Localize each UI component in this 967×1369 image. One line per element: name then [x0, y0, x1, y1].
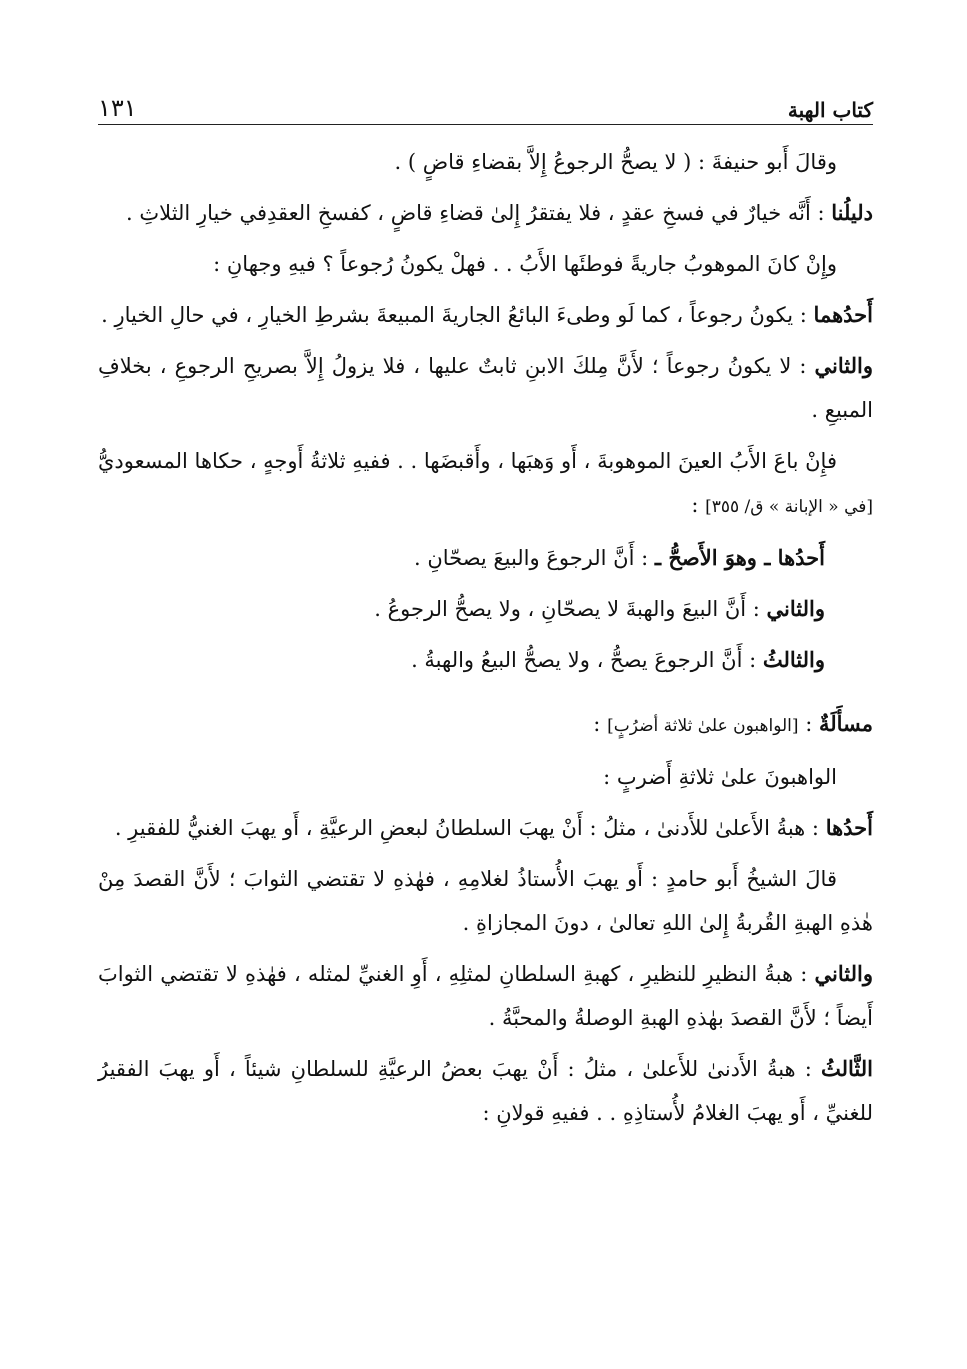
paragraph-text: : أَنَّ البيعَ والهبةَ لا يصحّانِ ، ولا يصحُّ الرجوعُ . [374, 597, 767, 621]
paragraph-tail: : [593, 712, 608, 736]
paragraph [98, 952, 873, 1040]
paragraph-tail: : [691, 493, 706, 517]
paragraph [98, 755, 873, 799]
paragraph [98, 191, 873, 235]
paragraph-text: : يكونُ رجوعاً ، كما لَو وطىءَ البائعُ الجاريةَ المبيعةَ بشرطِ الخيارِ ، في حالِ الخيارِ . [101, 303, 814, 327]
paragraph-lead: أَحدُها ـ وهوَ الأَصحُّ ـ [654, 545, 825, 570]
page-header [98, 86, 873, 122]
paragraph-text: : هبةُ الأَعلىٰ للأَدنىٰ ، مثلُ : أَنْ يهبَ السلطانُ لبعضِ الرعيَّةِ ، أَو يهبَ الغنيُّ للفقيرِ . [114, 816, 826, 840]
editor-note: [الواهبون علىٰ ثلاثة أضرُبٍ] [607, 716, 799, 736]
editor-note: [في « الإبانة » ق/ ٣٥٥] [705, 497, 873, 517]
paragraph-text: وإِنْ كانَ الموهوبُ جاريةً فوطئَها الأَبُ . . فهلْ يكونُ رُجوعاً ؟ فيهِ وجهانِ : [213, 252, 837, 276]
paragraph [98, 857, 873, 945]
paragraph-lead: دليلُنا [831, 200, 873, 225]
paragraph-text: وقالَ أَبو حنيفةَ : ( لا يصحُّ الرجوعُ إِلاَّ بقضاءِ قاضٍ ) . [394, 150, 837, 174]
paragraph [98, 242, 873, 286]
header-rule [98, 124, 873, 125]
paragraph-lead: مسأَلَةٌ [818, 711, 873, 736]
paragraph-text: قالَ الشيخُ أَبو حامدٍ : أَو يهبَ الأُستاذُ لغلامِهِ ، فهٰذهِ لا تقتضي الثوابَ ؛ لأَنَّ القصدَ مِنْ هٰذهِ الهبةِ القُربةُ إِلىٰ اللهِ تعالىٰ ، دونَ المجازاةِ . [98, 867, 873, 935]
paragraph-lead: والثالثُ [762, 647, 825, 672]
paragraph-text: : أَنَّه خيارٌ في فسخِ عقدٍ ، فلا يفتقرُ إِلىٰ قضاءِ قاضٍ ، كفسخِ العقدِفي خيارِ الثلاثِ . [126, 201, 832, 225]
paragraph [98, 806, 873, 850]
paragraph [98, 439, 873, 529]
paragraph [98, 587, 873, 631]
paragraph-lead: أَحدُهما [813, 302, 873, 327]
paragraph-text: : أَنَّ الرجوعَ يصحُّ ، ولا يصحُّ البيعُ والهبةُ . [411, 648, 763, 672]
paragraph-lead: الثَّالثُ [821, 1056, 873, 1081]
paragraph-lead: والثاني [766, 596, 825, 621]
paragraph [98, 1047, 873, 1135]
page-body [98, 140, 873, 1142]
paragraph [98, 140, 873, 184]
paragraph [98, 638, 873, 682]
page-number: ١٣١ [98, 94, 137, 122]
paragraph-text: : هبةُ الأَدنىٰ للأَعلىٰ ، مثلُ : أَنْ يهبَ بعضُ الرعيَّةِ للسلطانِ شيئاً ، أَو يهبَ الفقيرُ للغنيِّ ، أَو يهبَ الغلامُ لأُستاذِهِ . . ففيهِ قولانِ : [98, 1057, 873, 1125]
running-title: كتاب الهبة [787, 98, 873, 122]
paragraph [98, 344, 873, 432]
paragraph-text: : هبةُ النظيرِ للنظيرِ ، كهبةِ السلطانِ لمثلِهِ ، أَوِ الغنيِّ لمثله ، فهٰذهِ لا تقتضي الثوابَ أَيضاً ؛ لأَنَّ القصدَ بهٰذهِ الهبةِ الوصلةُ والمحبَّةُ . [98, 962, 873, 1030]
section-heading [98, 702, 873, 748]
paragraph-text: : لا يكونُ رجوعاً ؛ لأَنَّ مِلكَ الابنِ ثابتٌ عليها ، فلا يزولُ إِلاَّ بصريحِ الرجوعِ ، بخلافِ المبيعِ . [98, 354, 873, 422]
paragraph [98, 293, 873, 337]
paragraph-lead: أَحدُها [825, 815, 873, 840]
paragraph-text: الواهبونَ علىٰ ثلاثةِ أَضربٍ : [603, 765, 837, 789]
paragraph-text: فإِنْ باعَ الأَبُ العينَ الموهوبةَ ، أَو وَهبَها ، وأَقبضَها . . ففيهِ ثلاثةُ أَوجهٍ ، حكاها المسعوديُّ [98, 449, 837, 473]
paragraph [98, 536, 873, 580]
paragraph-text: : أَنَّ الرجوعَ والبيعَ يصحّانِ . [413, 546, 655, 570]
paragraph-text: : [798, 712, 819, 736]
paragraph-lead: والثاني [814, 961, 873, 986]
paragraph-lead: والثاني [814, 353, 873, 378]
